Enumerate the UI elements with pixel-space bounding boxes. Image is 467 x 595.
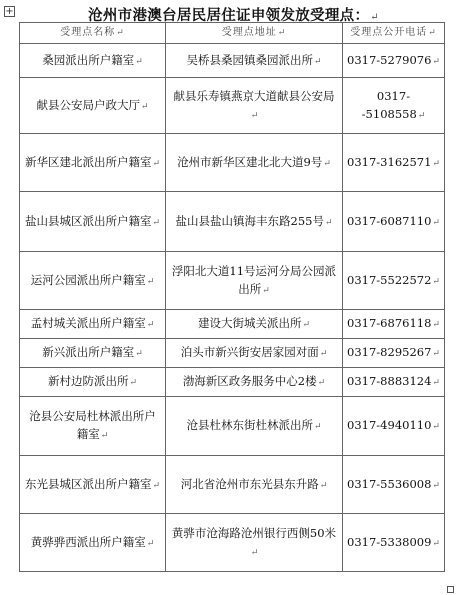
cell-mark-icon: ↵: [135, 56, 143, 67]
row-address-text: 泊头市新兴街安居家园对面: [180, 345, 319, 359]
row-address: [166, 456, 343, 514]
row-address: [166, 44, 343, 78]
row-address-text: 献县乐寿镇燕京大道献县公安局: [173, 88, 335, 103]
table-move-handle-icon[interactable]: +: [5, 6, 14, 17]
row-phone: [343, 134, 445, 192]
row-address-text: 黄骅市沧海路沧州银行西侧50米: [171, 525, 337, 540]
row-address: [166, 78, 343, 134]
cell-mark-icon: ↵: [432, 320, 440, 330]
cell-mark-icon: ↵: [262, 285, 270, 296]
row-address: [166, 252, 343, 310]
cell-mark-icon: ↵: [250, 547, 259, 558]
row-phone: [343, 514, 445, 572]
row-name: [20, 44, 166, 78]
table-resize-handle-icon[interactable]: [447, 586, 454, 593]
row-address: [166, 339, 343, 368]
row-name: [20, 397, 166, 456]
row-name: [20, 339, 166, 368]
row-name-text: 黄骅骅西派出所户籍室: [30, 534, 146, 549]
row-name-text: 东光县城区派出所户籍室: [24, 476, 152, 491]
row-phone: [343, 368, 445, 397]
row-phone: [343, 397, 445, 456]
row-name-text: 桑园派出所户籍室: [42, 52, 135, 67]
row-phone-text: 0317-4940110: [347, 418, 432, 432]
row-phone-text: 0317-5536008: [347, 476, 432, 491]
row-phone-text: 0317-3162571: [347, 154, 432, 169]
header-phone: [343, 23, 445, 44]
table-row: [20, 310, 445, 339]
row-name-text: 沧县公安局杜林派出所户籍室: [29, 409, 156, 441]
row-phone: [343, 456, 445, 514]
row-address: [166, 397, 343, 456]
row-name: [20, 310, 166, 339]
table-row: [20, 339, 445, 368]
table-header-row: [20, 23, 445, 44]
row-address-text: 浮阳北大道11号运河分局公园派出所: [171, 263, 337, 296]
cell-mark-icon: ↵: [129, 378, 138, 388]
row-name-text: 献县公安局户政大厅: [36, 97, 140, 112]
cell-mark-icon: ↵: [146, 276, 155, 287]
row-name-text: 新兴派出所户籍室: [42, 345, 135, 359]
acceptance-points-table: [19, 22, 445, 572]
cell-mark-icon: ↵: [417, 110, 426, 121]
table-row: [20, 514, 445, 572]
cell-mark-icon: ↵: [319, 480, 328, 491]
cell-mark-icon: ↵: [428, 28, 437, 38]
cell-mark-icon: ↵: [250, 110, 259, 121]
title-text: 沧州市港澳台居民居住证申领发放受理点：: [88, 7, 370, 24]
table-row: [20, 44, 445, 78]
row-name: [20, 192, 166, 252]
row-phone-text: 0317-8883124: [347, 374, 432, 388]
row-name: [20, 78, 166, 134]
row-name-text: 运河公园派出所户籍室: [30, 272, 146, 287]
cell-mark-icon: ↵: [317, 378, 326, 388]
row-address-text: 渤海新区政务服务中心2楼: [182, 374, 317, 388]
row-name: [20, 514, 166, 572]
row-address-text: 吴桥县桑园镇桑园派出所: [186, 52, 313, 67]
cell-mark-icon: ↵: [319, 349, 328, 359]
cell-mark-icon: ↵: [432, 349, 440, 359]
row-address: [166, 192, 343, 252]
row-address: [166, 134, 343, 192]
row-address: [166, 514, 343, 572]
cell-mark-icon: ↵: [146, 320, 155, 330]
row-phone: [343, 192, 445, 252]
row-name: [20, 252, 166, 310]
row-phone-text: 0317-6087110: [347, 213, 432, 228]
table-row: [20, 78, 445, 134]
row-phone-text: 0317-5279076: [347, 52, 432, 67]
cell-mark-icon: ↵: [313, 422, 322, 432]
row-phone: [343, 252, 445, 310]
cell-mark-icon: ↵: [432, 158, 440, 169]
table-row: [20, 192, 445, 252]
row-phone: [343, 44, 445, 78]
cell-mark-icon: ↵: [432, 56, 440, 67]
row-name: [20, 134, 166, 192]
cell-mark-icon: ↵: [135, 349, 143, 359]
row-name-text: 新华区建北派出所户籍室: [24, 154, 152, 169]
header-name: [20, 23, 166, 44]
cell-mark-icon: ↵: [432, 538, 440, 549]
cell-mark-icon: ↵: [432, 480, 440, 491]
cell-mark-icon: ↵: [432, 422, 440, 432]
row-phone-text: 0317-5522572: [347, 272, 432, 287]
row-phone: [343, 310, 445, 339]
row-address-text: 河北省沧州市东光县东升路: [180, 476, 319, 491]
cell-mark-icon: ↵: [152, 217, 161, 228]
header-phone-text: 受理点公开电话: [350, 27, 428, 38]
cell-mark-icon: ↵: [152, 158, 161, 169]
row-phone-text: 0317--5108558: [361, 88, 417, 121]
table-row: [20, 252, 445, 310]
row-phone: [343, 78, 445, 134]
cell-mark-icon: ↵: [302, 320, 311, 330]
cell-mark-icon: ↵: [313, 56, 322, 67]
cell-mark-icon: ↵: [432, 276, 440, 287]
row-name-text: 新村边防派出所: [47, 374, 129, 388]
row-address: [166, 310, 343, 339]
cell-mark-icon: ↵: [116, 28, 125, 38]
row-name: [20, 456, 166, 514]
cell-mark-icon: ↵: [324, 217, 333, 228]
cell-mark-icon: ↵: [152, 480, 161, 491]
row-address-text: 盐山县盐山镇海丰东路255号: [175, 213, 324, 228]
header-address: [166, 23, 343, 44]
table-row: [20, 368, 445, 397]
row-name: [20, 368, 166, 397]
cell-mark-icon: ↵: [277, 28, 287, 38]
header-address-text: 受理点地址: [221, 27, 277, 38]
row-name-text: 孟村城关派出所户籍室: [30, 316, 146, 330]
row-name-text: 盐山县城区派出所户籍室: [24, 213, 152, 228]
row-address-text: 建设大街城关派出所: [197, 316, 302, 330]
paragraph-mark-icon: ↵: [370, 12, 379, 23]
cell-mark-icon: ↵: [432, 378, 440, 388]
row-address-text: 沧县杜林东街杜林派出所: [186, 418, 313, 432]
table-row: [20, 456, 445, 514]
row-address: [166, 368, 343, 397]
row-phone-text: 0317-8295267: [347, 345, 432, 359]
table-row: [20, 134, 445, 192]
table-row: [20, 397, 445, 456]
cell-mark-icon: ↵: [100, 431, 109, 441]
cell-mark-icon: ↵: [323, 158, 331, 169]
header-name-text: 受理点名称: [60, 27, 116, 38]
row-phone: [343, 339, 445, 368]
cell-mark-icon: ↵: [140, 101, 149, 112]
cell-mark-icon: ↵: [146, 538, 155, 549]
row-phone-text: 0317-6876118: [347, 316, 432, 330]
row-address-text: 沧州市新华区建北北大道9号: [177, 154, 323, 169]
cell-mark-icon: ↵: [432, 217, 440, 228]
row-phone-text: 0317-5338009: [347, 534, 432, 549]
